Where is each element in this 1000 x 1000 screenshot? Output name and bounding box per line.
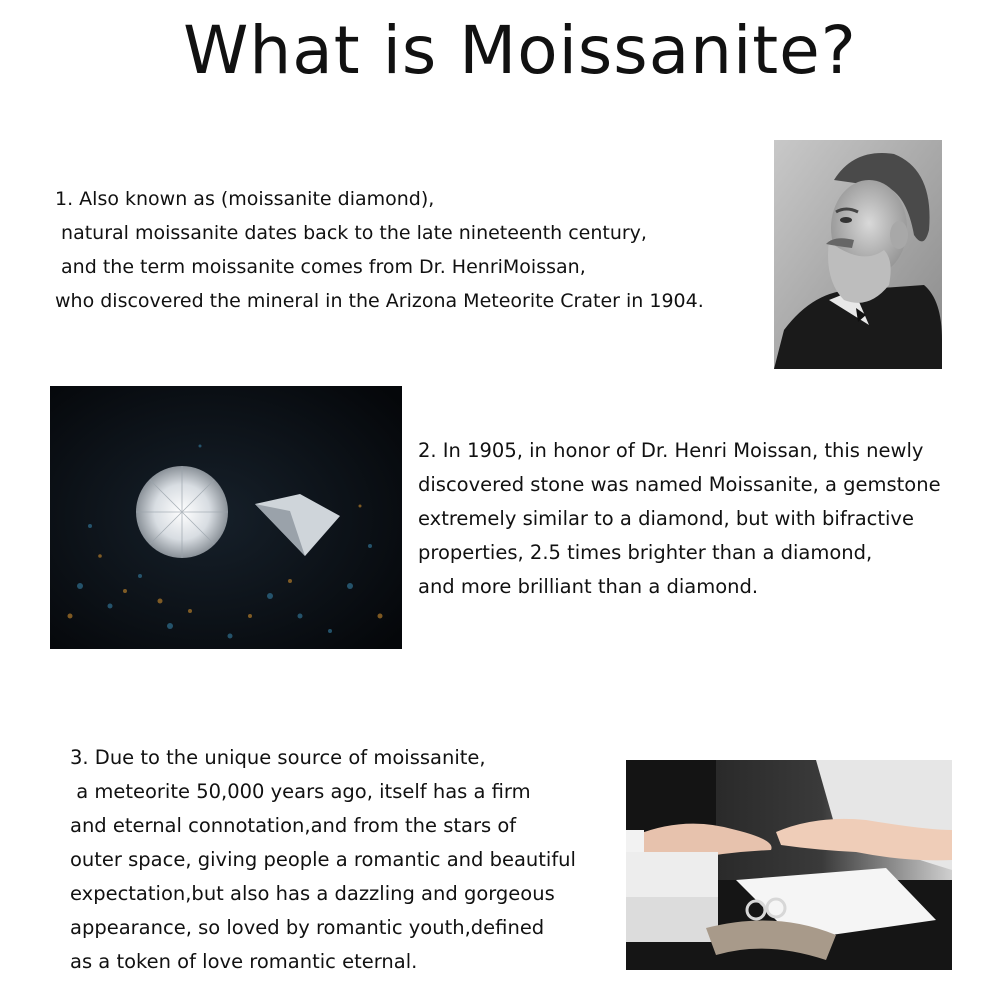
text-line: as a token of love romantic eternal. (70, 950, 418, 973)
text-line: who discovered the mineral in the Arizona Meteorite Crater in 1904. (55, 290, 704, 312)
text-line: 2. In 1905, in honor of Dr. Henri Moissan, this newly (418, 439, 924, 462)
text-line: 1. Also known as (moissanite diamond), (55, 188, 435, 210)
text-line: extremely similar to a diamond, but with bifractive (418, 507, 914, 530)
text-line: and more brilliant than a diamond. (418, 575, 759, 598)
section-2-text (418, 434, 941, 604)
portrait-image (774, 140, 942, 369)
text-line: and eternal connotation,and from the stars of (70, 814, 517, 837)
text-line: natural moissanite dates back to the late nineteenth century, (55, 222, 647, 244)
couple-ring-image (626, 760, 952, 970)
section-1-text (55, 182, 704, 318)
page-title: What is Moissanite? (183, 12, 857, 89)
text-line: a meteorite 50,000 years ago, itself has a firm (70, 780, 531, 803)
text-line: expectation,but also has a dazzling and gorgeous (70, 882, 555, 905)
text-line: and the term moissanite comes from Dr. HenriMoissan, (55, 256, 586, 278)
text-line: discovered stone was named Moissanite, a gemstone (418, 473, 941, 496)
text-line: appearance, so loved by romantic youth,defined (70, 916, 545, 939)
gemstones-image (50, 386, 402, 649)
section-3-text (70, 741, 576, 979)
text-line: properties, 2.5 times brighter than a diamond, (418, 541, 873, 564)
text-line: outer space, giving people a romantic and beautiful (70, 848, 576, 871)
text-line: 3. Due to the unique source of moissanite, (70, 746, 486, 769)
